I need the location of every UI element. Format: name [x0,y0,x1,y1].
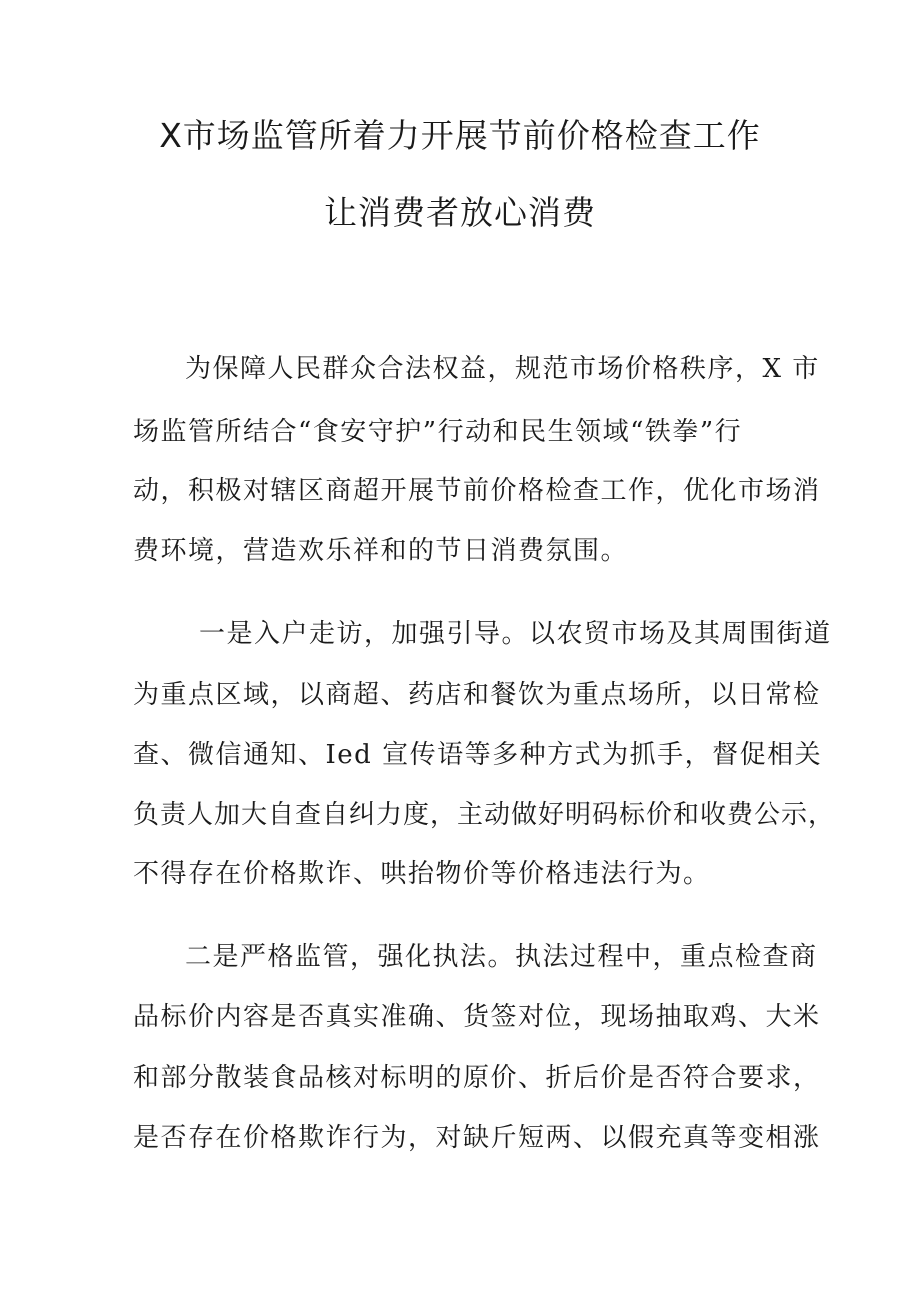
paragraph-line: 二是严格监管，强化执法。执法过程中，重点检查商 [185,942,818,972]
paragraph-line: 为保障人民群众合法权益，规范市场价格秩序，X 市 [185,354,820,384]
paragraph-line: 场监管所结合“食安守护”行动和民生领域“铁拳”行 [133,417,743,447]
paragraph-line: 查、微信通知、Ied 宣传语等多种方式为抓手，督促相关 [133,740,823,770]
paragraph-line: 负责人加大自查自纠力度，主动做好明码标价和收费公示， [133,800,836,830]
paragraph-line: 动，积极对辖区商超开展节前价格检查工作，优化市场消 [133,476,821,506]
paragraph-line: 一是入户走访，加强引导。以农贸市场及其周围街道 [199,619,832,649]
document-title-line-2: 让消费者放心消费 [324,193,596,232]
paragraph-line: 和部分散装食品核对标明的原价、折后价是否符合要求， [133,1063,821,1093]
paragraph-line: 品标价内容是否真实准确、货签对位，现场抽取鸡、大米 [133,1002,821,1032]
paragraph-line: 为重点区域，以商超、药店和餐饮为重点场所，以日常检 [133,680,821,710]
paragraph-line: 是否存在价格欺诈行为，对缺斤短两、以假充真等变相涨 [133,1123,821,1153]
paragraph-line: 费环境，营造欢乐祥和的节日消费氛围。 [133,536,629,566]
document-title-line-1: X市场监管所着力开展节前价格检查工作 [159,116,761,155]
paragraph-line: 不得存在价格欺诈、哄抬物价等价格违法行为。 [133,859,711,889]
